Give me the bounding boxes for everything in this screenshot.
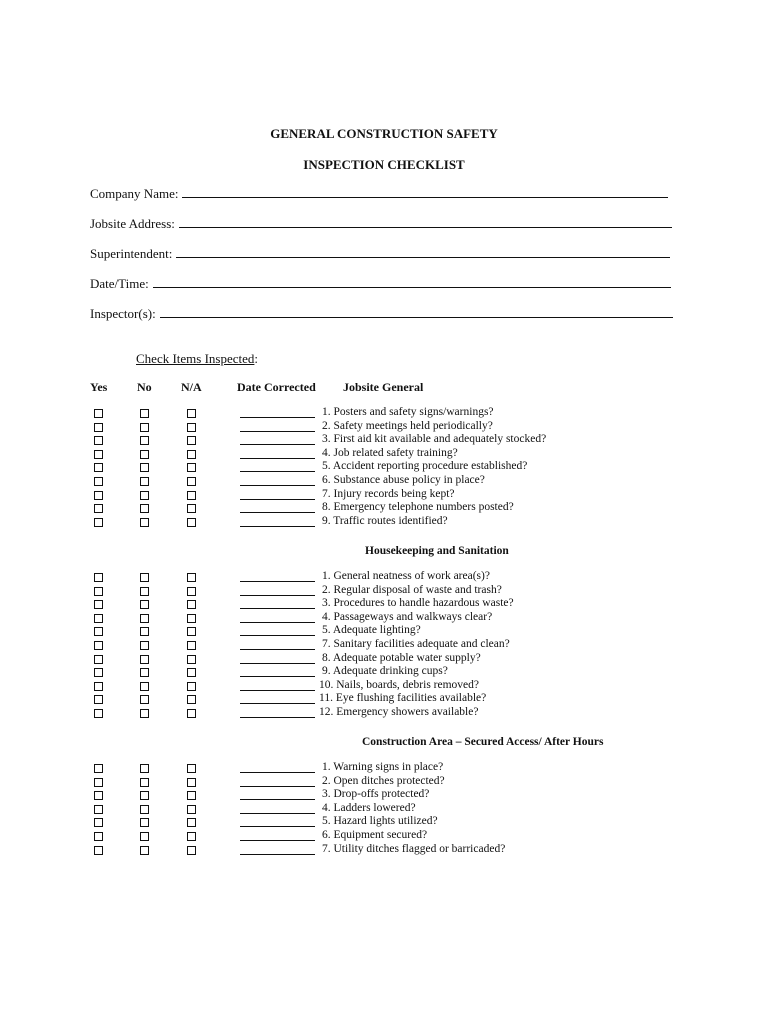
inspectors-line[interactable] [160, 307, 673, 318]
column-yes: Yes [90, 380, 108, 394]
date-corrected-line[interactable] [240, 526, 315, 527]
checkbox-yes[interactable] [94, 423, 103, 432]
date-corrected-line[interactable] [240, 608, 315, 609]
section-title-construction-area: Construction Area – Secured Access/ After Hours [362, 736, 604, 748]
column-no: No [137, 380, 152, 394]
check-items-heading: Check Items Inspected: [136, 351, 259, 366]
checklist-item-text: 10. Nails, boards, debris removed? [319, 678, 480, 691]
date-corrected-line[interactable] [240, 826, 315, 827]
checkbox-yes[interactable] [94, 655, 103, 664]
checkbox-na[interactable] [187, 614, 196, 623]
date-corrected-line[interactable] [240, 813, 315, 814]
date-corrected-line[interactable] [240, 581, 315, 582]
date-corrected-line[interactable] [240, 431, 315, 432]
checkbox-no[interactable] [140, 504, 149, 513]
checkbox-na[interactable] [187, 846, 196, 855]
company-name-line[interactable] [182, 187, 668, 198]
date-time-label: Date/Time: [90, 276, 149, 291]
date-corrected-line[interactable] [240, 444, 315, 445]
checklist-item-text: 6. Substance abuse policy in place? [322, 474, 485, 486]
date-corrected-line[interactable] [240, 499, 315, 500]
checkbox-na[interactable] [187, 778, 196, 787]
checklist-item-text: 1. General neatness of work area(s)? [322, 570, 490, 582]
checkbox-yes[interactable] [94, 668, 103, 677]
checkbox-no[interactable] [140, 409, 149, 418]
checkbox-yes[interactable] [94, 600, 103, 609]
checkbox-na[interactable] [187, 587, 196, 596]
checkbox-yes[interactable] [94, 573, 103, 582]
date-corrected-line[interactable] [240, 622, 315, 623]
date-corrected-line[interactable] [240, 471, 315, 472]
checkbox-no[interactable] [140, 423, 149, 432]
checkbox-yes[interactable] [94, 587, 103, 596]
date-corrected-line[interactable] [240, 595, 315, 596]
checklist-item-text: 11. Eye flushing facilities available? [319, 692, 487, 705]
checklist-item-text: 1. Posters and safety signs/warnings? [322, 406, 494, 418]
date-corrected-line[interactable] [240, 690, 315, 691]
checkbox-no[interactable] [140, 518, 149, 527]
section-title-jobsite-general: Jobsite General [343, 380, 424, 394]
checkbox-yes[interactable] [94, 709, 103, 718]
inspectors-label: Inspector(s): [90, 306, 156, 321]
checkbox-no[interactable] [140, 682, 149, 691]
checkbox-yes[interactable] [94, 463, 103, 472]
section-title-housekeeping: Housekeeping and Sanitation [365, 545, 509, 557]
checklist-item-text: 1. Warning signs in place? [322, 761, 444, 773]
checkbox-yes[interactable] [94, 627, 103, 636]
checkbox-na[interactable] [187, 627, 196, 636]
checkbox-na[interactable] [187, 423, 196, 432]
checkbox-na[interactable] [187, 641, 196, 650]
checklist-item-text: 7. Utility ditches flagged or barricaded? [322, 842, 506, 855]
checkbox-yes[interactable] [94, 778, 103, 787]
checkbox-no[interactable] [140, 463, 149, 472]
checkbox-yes[interactable] [94, 805, 103, 814]
checklist-item-text: 5. Adequate lighting? [322, 624, 421, 637]
checklist-item-text: 3. Drop-offs protected? [322, 788, 430, 801]
company-name-field[interactable] [90, 186, 668, 202]
checklist-item-text: 4. Job related safety training? [322, 446, 458, 459]
checkbox-na[interactable] [187, 518, 196, 527]
company-name-label: Company Name: [90, 186, 179, 201]
checkbox-no[interactable] [140, 668, 149, 677]
jobsite-address-label: Jobsite Address: [90, 216, 175, 231]
checklist-row [0, 516, 768, 530]
checkbox-na[interactable] [187, 573, 196, 582]
date-corrected-line[interactable] [240, 840, 315, 841]
jobsite-address-line[interactable] [179, 217, 672, 228]
checkbox-na[interactable] [187, 463, 196, 472]
superintendent-line[interactable] [176, 247, 670, 258]
column-na: N/A [181, 380, 202, 394]
checkbox-no[interactable] [140, 641, 149, 650]
checkbox-na[interactable] [187, 668, 196, 677]
jobsite-address-field[interactable] [90, 216, 672, 232]
date-corrected-line[interactable] [240, 786, 315, 787]
checkbox-na[interactable] [187, 818, 196, 827]
checklist-item-text: 7. Injury records being kept? [322, 487, 455, 500]
checkbox-yes[interactable] [94, 832, 103, 841]
checkbox-yes[interactable] [94, 614, 103, 623]
checkbox-na[interactable] [187, 709, 196, 718]
checkbox-no[interactable] [140, 477, 149, 486]
checkbox-no[interactable] [140, 764, 149, 773]
checkbox-no[interactable] [140, 846, 149, 855]
checkbox-na[interactable] [187, 409, 196, 418]
checklist-item-text: 2. Regular disposal of waste and trash? [322, 583, 502, 596]
checkbox-yes[interactable] [94, 518, 103, 527]
checkbox-na[interactable] [187, 832, 196, 841]
document-subtitle: INSPECTION CHECKLIST [303, 157, 465, 172]
date-corrected-line[interactable] [240, 854, 315, 855]
checklist-item-text: 6. Equipment secured? [322, 829, 428, 841]
checkbox-no[interactable] [140, 436, 149, 445]
superintendent-label: Superintendent: [90, 246, 173, 261]
checkbox-no[interactable] [140, 587, 149, 596]
checkbox-no[interactable] [140, 791, 149, 800]
checklist-item-text: 9. Traffic routes identified? [322, 514, 448, 527]
date-corrected-line[interactable] [240, 512, 315, 513]
checkbox-no[interactable] [140, 832, 149, 841]
checkbox-yes[interactable] [94, 477, 103, 486]
checkbox-na[interactable] [187, 600, 196, 609]
checklist-item-text: 4. Ladders lowered? [322, 801, 416, 814]
checkbox-yes[interactable] [94, 491, 103, 500]
checkbox-yes[interactable] [94, 695, 103, 704]
date-corrected-line[interactable] [240, 635, 315, 636]
checklist-item-text: 2. Safety meetings held periodically? [322, 419, 493, 432]
checkbox-no[interactable] [140, 805, 149, 814]
checkbox-yes[interactable] [94, 409, 103, 418]
checkbox-no[interactable] [140, 695, 149, 704]
checkbox-na[interactable] [187, 805, 196, 814]
date-corrected-line[interactable] [240, 676, 315, 677]
checkbox-na[interactable] [187, 450, 196, 459]
checkbox-na[interactable] [187, 655, 196, 664]
column-date-corrected: Date Corrected [237, 380, 316, 394]
checklist-row [0, 707, 768, 721]
date-time-field[interactable] [90, 276, 671, 292]
checklist-item-text: 7. Sanitary facilities adequate and clean? [322, 638, 510, 650]
checkbox-na[interactable] [187, 695, 196, 704]
checklist-item-text: 5. Accident reporting procedure established? [322, 460, 528, 473]
checklist-item-text: 12. Emergency showers available? [319, 706, 479, 718]
checkbox-no[interactable] [140, 709, 149, 718]
checkbox-yes[interactable] [94, 436, 103, 445]
checklist-item-text: 2. Open ditches protected? [322, 774, 445, 787]
date-corrected-line[interactable] [240, 649, 315, 650]
date-corrected-line[interactable] [240, 799, 315, 800]
checkbox-no[interactable] [140, 778, 149, 787]
checkbox-yes[interactable] [94, 450, 103, 459]
document-title: GENERAL CONSTRUCTION SAFETY [270, 126, 498, 141]
checklist-item-text: 5. Hazard lights utilized? [322, 815, 438, 828]
superintendent-field[interactable] [90, 246, 670, 262]
checkbox-no[interactable] [140, 450, 149, 459]
checkbox-yes[interactable] [94, 682, 103, 691]
date-corrected-line[interactable] [240, 717, 315, 718]
checklist-item-text: 4. Passageways and walkways clear? [322, 610, 493, 623]
checkbox-no[interactable] [140, 614, 149, 623]
date-corrected-line[interactable] [240, 703, 315, 704]
checkbox-yes[interactable] [94, 764, 103, 773]
checkbox-na[interactable] [187, 491, 196, 500]
checklist-item-text: 3. Procedures to handle hazardous waste? [322, 597, 514, 610]
date-time-line[interactable] [153, 277, 671, 288]
date-corrected-line[interactable] [240, 663, 315, 664]
checkbox-na[interactable] [187, 682, 196, 691]
checkbox-no[interactable] [140, 627, 149, 636]
checkbox-yes[interactable] [94, 818, 103, 827]
checkbox-yes[interactable] [94, 791, 103, 800]
checkbox-no[interactable] [140, 818, 149, 827]
checklist-item-text: 8. Adequate potable water supply? [322, 651, 481, 664]
inspectors-field[interactable] [90, 306, 673, 322]
checklist-item-text: 3. First aid kit available and adequately stocked? [322, 433, 547, 446]
date-corrected-line[interactable] [240, 772, 315, 773]
checkbox-no[interactable] [140, 573, 149, 582]
checkbox-yes[interactable] [94, 641, 103, 650]
checklist-item-text: 8. Emergency telephone numbers posted? [322, 501, 514, 514]
checkbox-na[interactable] [187, 504, 196, 513]
checkbox-yes[interactable] [94, 504, 103, 513]
checkbox-na[interactable] [187, 477, 196, 486]
date-corrected-line[interactable] [240, 485, 315, 486]
checkbox-na[interactable] [187, 764, 196, 773]
checkbox-no[interactable] [140, 491, 149, 500]
checkbox-yes[interactable] [94, 846, 103, 855]
checkbox-na[interactable] [187, 791, 196, 800]
checkbox-no[interactable] [140, 655, 149, 664]
checkbox-no[interactable] [140, 600, 149, 609]
date-corrected-line[interactable] [240, 458, 315, 459]
date-corrected-line[interactable] [240, 417, 315, 418]
checklist-item-text: 9. Adequate drinking cups? [322, 665, 448, 678]
checkbox-na[interactable] [187, 436, 196, 445]
checklist-row [0, 844, 768, 858]
